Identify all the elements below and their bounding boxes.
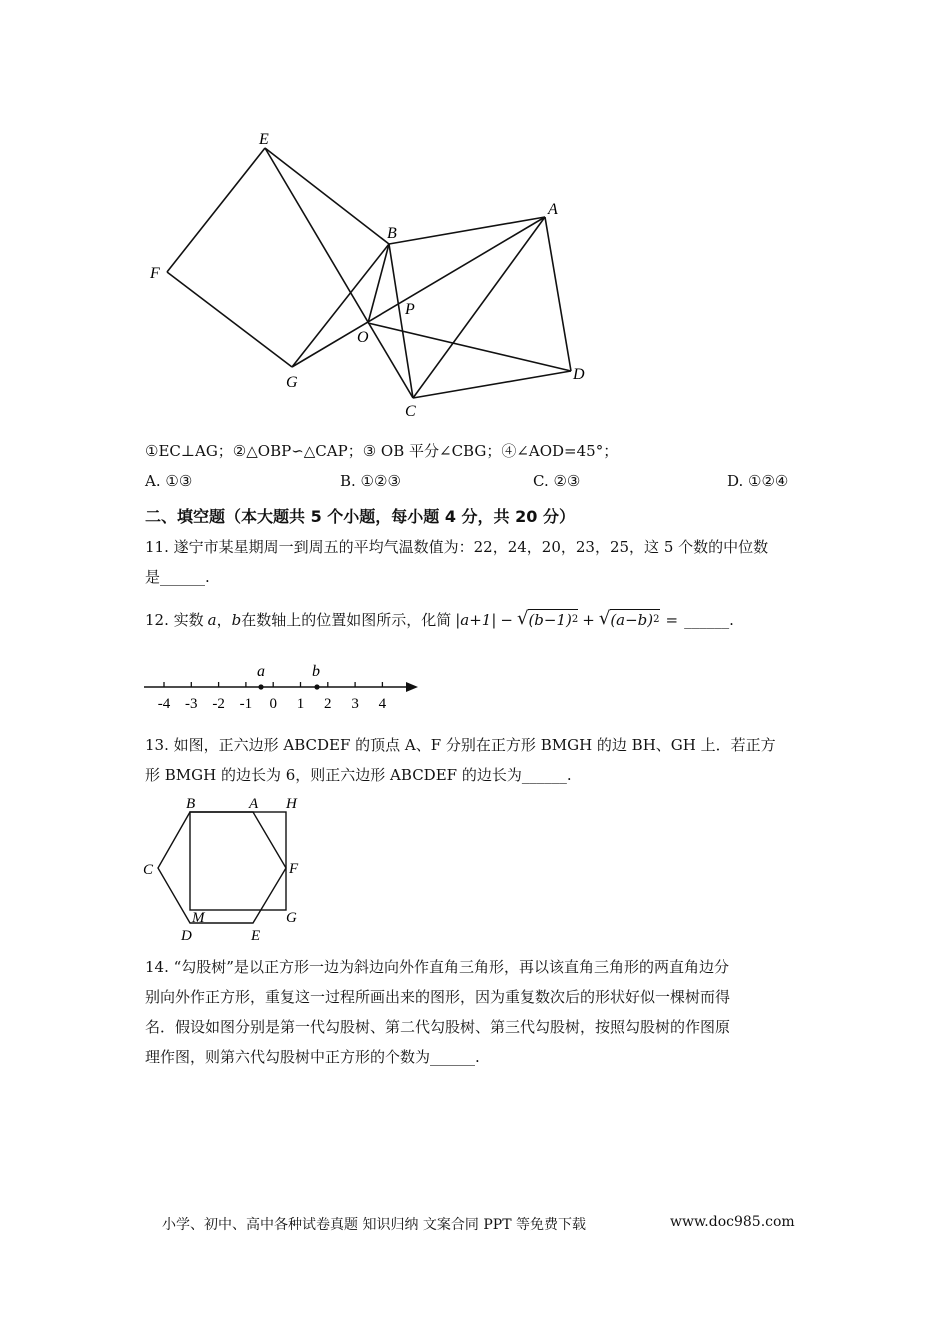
label-point-D: D xyxy=(573,366,585,383)
q14-line-4: 理作图，则第六代勾股树中正方形的个数为______. xyxy=(145,1048,480,1066)
label-point-A: A xyxy=(249,796,259,812)
label-point-P: P xyxy=(405,301,415,318)
sqrt-icon: √ xyxy=(598,608,611,629)
label-point-C: C xyxy=(405,403,416,420)
section-title: 二、填空题（本大题共 5 个小题，每小题 4 分，共 20 分） xyxy=(145,507,575,526)
label-point-F: F xyxy=(289,861,299,877)
q10-option-d[interactable]: D. ①②④ xyxy=(727,472,789,490)
geometry-figure-q10 xyxy=(140,120,620,430)
q10-option-a[interactable]: A. ①③ xyxy=(145,472,193,490)
label-point-F: F xyxy=(150,265,160,282)
q12-sqrt-1: √ (b−1) 2 xyxy=(516,608,579,629)
label-point-G: G xyxy=(286,910,297,926)
label-point-C: C xyxy=(143,862,154,878)
footer-text: 小学、初中、高中各种试卷真题 知识归纳 文案合同 PPT 等免费下载 xyxy=(162,1217,586,1233)
label-point-M: M xyxy=(192,910,205,926)
q14-line-3: 名．假设如图分别是第一代勾股树、第二代勾股树、第三代勾股树，按照勾股树的作图原 xyxy=(145,1018,731,1036)
q12-var-a: a xyxy=(207,610,217,629)
label-point-B: B xyxy=(186,796,196,812)
q11-line-2: 是______. xyxy=(145,568,210,586)
label-point-A: A xyxy=(548,201,558,218)
number-line-tick-label: -3 xyxy=(185,696,198,712)
label-point-G: G xyxy=(286,374,298,391)
point-b-dot xyxy=(314,684,319,689)
q12-equals: = xyxy=(665,610,679,629)
q12-abs-expr: |a+1| xyxy=(455,610,497,629)
label-point-O: O xyxy=(357,329,369,346)
q10-option-c[interactable]: C. ②③ xyxy=(533,472,581,490)
q13-line-1: 13. 如图，正六边形 ABCDEF 的顶点 A、F 分别在正方形 BMGH 的边 BH、GH 上．若正方 xyxy=(145,736,776,754)
q11-line-1: 11. 遂宁市某星期周一到周五的平均气温数值为：22，24，20，23，25，这 5 个数的中位数 xyxy=(145,538,769,556)
number-line-label-b: b xyxy=(312,663,320,680)
q12-var-b: b xyxy=(231,610,242,629)
q12-prefix: 12. 实数 xyxy=(145,610,204,629)
q12-mid: 在数轴上的位置如图所示，化简 xyxy=(241,610,452,629)
number-line-tick-label: 3 xyxy=(351,696,359,712)
label-point-E: E xyxy=(259,131,269,148)
sqrt-icon: √ xyxy=(516,608,529,629)
q12-plus: + xyxy=(582,610,595,629)
number-line-label-a: a xyxy=(257,663,265,680)
label-point-H: H xyxy=(286,796,297,812)
number-line-tick-label: 0 xyxy=(269,696,277,712)
number-line-tick-label: -4 xyxy=(157,696,171,712)
q10-statements: ①EC⊥AG；②△OBP∽△CAP；③ OB 平分∠CBG；④∠AOD=45°； xyxy=(145,442,619,460)
number-line-tick-label: 4 xyxy=(378,696,387,712)
q12-text xyxy=(145,609,734,630)
q12-sqrt-2: √ (a−b) 2 xyxy=(598,608,660,629)
footer-url[interactable]: www.doc985.com xyxy=(670,1214,795,1230)
number-line-tick-label: 2 xyxy=(324,696,332,712)
q12-comma: ， xyxy=(216,610,232,629)
q10-option-b[interactable]: B. ①②③ xyxy=(340,472,401,490)
q13-line-2: 形 BMGH 的边长为 6，则正六边形 ABCDEF 的边长为______. xyxy=(145,766,572,784)
q14-line-1: 14. “勾股树”是以正方形一边为斜边向外作直角三角形，再以该直角三角形的两直角边分 xyxy=(145,958,729,976)
arrow-right-icon xyxy=(406,682,418,692)
label-point-D: D xyxy=(181,928,192,944)
point-a-dot xyxy=(258,684,263,689)
q12-blank[interactable]: ______ xyxy=(684,610,730,629)
number-line-tick-label: 1 xyxy=(296,696,305,712)
number-line xyxy=(140,660,430,716)
q14-line-2: 别向外作正方形，重复这一过程所画出来的图形，因为重复数次后的形状好似一棵树而得 xyxy=(145,988,731,1006)
number-line-tick-label: -2 xyxy=(212,696,225,712)
geometry-figure-q13 xyxy=(140,790,340,945)
label-point-E: E xyxy=(251,928,261,944)
label-point-B: B xyxy=(387,225,397,242)
q12-period: . xyxy=(729,610,734,629)
number-line-tick-label: -1 xyxy=(239,696,253,712)
q12-minus: − xyxy=(500,610,513,629)
